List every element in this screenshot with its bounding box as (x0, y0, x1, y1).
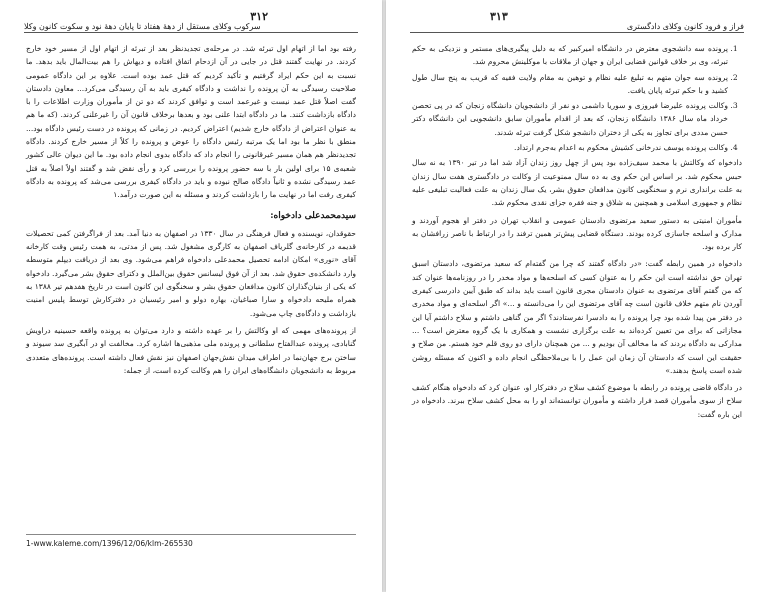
paragraph: در دادگاه قاضی پرونده در رابطه با موضوع کشف سلاح در دفترکار او، عنوان کرد که دادخواه هنگام کشف سلاح از سوی مأموران قصد فرار داشته و مأموران توانسته‌اند او را به محل کشف سلاح ببرند. دادخواه در این باره گفت: (412, 383, 742, 419)
page-body (412, 42, 742, 425)
page-header (24, 10, 358, 33)
paragraph: رفته بود اما از اتهام اول تبرئه شد. در مرحله‌ی تجدیدنظر بعد از تبرئه از اتهام اول از مسیر خود خارج کردند. در نهایت گفتند قتل در جایی در آن ازدحام اتفاق افتاده و دیهاش را هم بیت‌المال باید بدهد. ما نسبت به این حکم ایراد گرفتیم و تأکید کردیم که قتل عمد بوده است. علاوه بر این دادگاه عمومی صلاحیت رسیدگی به آن پرونده را نداشت و دادگاه کیفری باید به آن رسیدگی می‌کرد... معاون دادستان گفت اصلاً قتل عمد نیست و غیرعمد است و توافق کردند که دو تن از مأموران وزارت اطلاعات را با دادگاه بازداشت کنند. ما در دادگاه ابتدا علنی بود و بعدها برخلاف قانون آن را غیرعلنی کردند. (که ما هم به عنوان اعتراض از دادگاه خارج شدیم) اعتراض کردیم. در زمانی که پرونده در دست رئیس دادگاه بود... منطق با نظر ما بود اما یک مرتبه رئیس دادگاه را عوض و پرونده را کلاً از مسیر خارج کردند. دادگاه تجدیدنظر هم همان مسیر غیرقانونی را انجام داد که دادگاه بدوی انجام داده بود. ما این دیوان عالی کشور شعبه‌ی ۱۵ برای اولین بار با سه‌ حضور پرونده را بررسی کرد و رأی نقض شد و گفتند اولاً اصلاً به قتل عمد رسیدگی نشده و ثانیاً دادگاه صالح نبوده و باید در دادگاه کیفری بررسی می‌شد که پرونده به دادگاه کیفری رفت اما در نهایت ما را بازداشت کردند و مسئله به این صورت درآمد.۱ (26, 44, 356, 200)
left-page (0, 0, 382, 592)
paragraph: دادخواه که وکالتش با محمد سیف‌زاده بود پس از چهل روز زندان آزاد شد اما در تیر ۱۳۹۰ به نه سال حبس محکوم شد. بر اساس این حکم وی به ده سال ممنوعیت از وکالت در دادگستری هفت سال زندان به علت برانداری نرم و سخنگویی کانون مدافعان حقوق بشر، یک سال زندان به علت فعالیت تبلیغی علیه نظام و جمهوری اسلامی و همچنین به شلاق و جنه فقره جزای نقدی محکوم شد. (412, 158, 742, 208)
section-heading: سیدمحمدعلی دادخواه: (270, 210, 356, 221)
running-title: سرکوب وکلای مستقل از دهۀ هفتاد تا پایان دهۀ نود و سکوت کانون وکلا (24, 22, 261, 31)
footnote: 1-www.kaleme.com/1396/12/06/klm-265530 (26, 534, 356, 548)
page-number: ۳۱۳ (490, 10, 508, 23)
running-title: فراز و فرود کانون وکلای دادگستری (626, 22, 744, 31)
paragraph: دادخواه در همین رابطه گفت: «در دادگاه گفتند که چرا من گفته‌ام که سعید مرتضوی، دادستان اسبق تهران حق نداشته است این حکم را به عنوان کسی که اسلحه‌ها و مواد مخدر را در روزنامه‌ها عنوان کند که من گفتم آقای مرتضوی به عنوان دادستان مجری قانون است باید بداند که طبق آیین دادرسی کیفری آوردن نام متهم خلاف قانون است چه آقای مرتضوی این را می‌دانسته و ...» اگر اسلحه‌ای و مواد مخدری در دفتر من پیدا شده بود چرا پرونده را به دادسرا نفرستادند؟ اگر من گناهی داشتم و سلاح داشتم آیا این مجازاتی که برای من تعیین کرده‌اند به علت برگزاری نشست و همکاری با یک گروه معترض است؟ ... مدارکی به دادگاه بردند که ما مخالف آن بودیم و ... من همچنان دارای دو روی قلم خود هستم. من صلاح و حقیقت این است که دادستان آن زمان این عمل را با بی‌ملاحظگی انجام داده و اکنون که مسئله روشن شده است پاسخ بدهند.» (412, 259, 742, 375)
list-item: 4. وکالت پرونده یوسف ندرخانی کشیش محکوم به اعدام به‌جرم ارتداد. (412, 141, 728, 154)
page-body (26, 42, 356, 381)
list-item: 1. پرونده سه دانشجوی معترض در دانشگاه امیرکبیر که به دلیل پیگیری‌های مستمر و نزدیکی به حکم تبرئه، وی بر خلاف قوانین قضایی ایران و جهان از ملاقات با موکلینش محروم شد. (412, 42, 728, 69)
page-number: ۳۱۲ (250, 10, 268, 23)
list-item: 2. پرونده سه جوان متهم به تبلیغ علیه نظام و توهین به مقام ولایت فقیه که قریب به پنج سال طول کشید و با حکم تبرئه پایان یافت. (412, 71, 728, 98)
numbered-list (412, 42, 742, 154)
paragraph: از پرونده‌های مهمی که او وکالتش را بر عهده داشته و دارد می‌توان به پرونده واقعه حسینیه دراویش گنابادی، پرونده عبدالفتاح سلطانی و پرونده ملی مذهبی‌ها اشاره کرد. مخالفت او در آبگیری سد سیوند و ساختن برج جهان‌نما در اطراف میدان نقش‌جهان اصفهان نیز نقش فعال داشته است. پرونده‌های متعددی مربوط به دانشجویان دانشگاه‌های ایران را هم وکالت کرده است، از جمله: (26, 325, 356, 375)
paragraph: مأموران امنیتی به دستور سعید مرتضوی دادستان عمومی و انقلاب تهران در دفتر او هجوم آوردند و مدارک و اسلحه جاسازی کرده بودند. دستگاه قضایی پیش‌تر همین ترفند را در ارتباط با ناصر زرافشان به کار برده بود. (412, 215, 742, 252)
page-header (410, 10, 744, 33)
right-page (386, 0, 768, 592)
paragraph: حقوقدان، نویسنده و فعال فرهنگی در سال ۱۳۳۰ در اصفهان به دنیا آمد. بعد از فراگرفتن کمی تحصیلات قدیمه در کارخانه‌ی گلریاف اصفهان به کارگری مشغول شد. پس از مدتی، به همت رئیس وقت کارخانه آقای «نوری» امکان ادامه تحصیل محمدعلی دادخواه فراهم می‌شود. وی بعد از دریافت دیپلم متوسطه وارد دانشکده‌ی حقوق شد. بعد از آن فوق لیسانس حقوق بین‌الملل و دکترای حقوق بشر می‌گیرد. دادخواه که یکی از بنیان‌گذاران کانون مدافعان حقوق بشر و سخنگوی این کانون است در تاریخ هفدهم تیر ۱۳۸۸ به همراه ملیحه دادخواه و سارا صباغیان، بهاره دولو و امیر رئیسیان در دفترکارش توسط پلیس امنیت بازداشت و دادگاه‌ی چاپ می‌شود. (26, 228, 356, 318)
list-item: 3. وکالت پرونده علیرضا فیروزی و سوریا داشمی دو نفر از دانشجویان دانشگاه زنجان که در پی تحصن خرداد ماه سال ۱۳۸۶ دانشگاه زنجان، که بعد از اقدام مأموران سابق دانشجویی این دانشگاه دکتر حسن مددی برای تجاوز به یکی از دختران دانشجو شکل گرفت تبرئه شدند. (412, 99, 728, 139)
